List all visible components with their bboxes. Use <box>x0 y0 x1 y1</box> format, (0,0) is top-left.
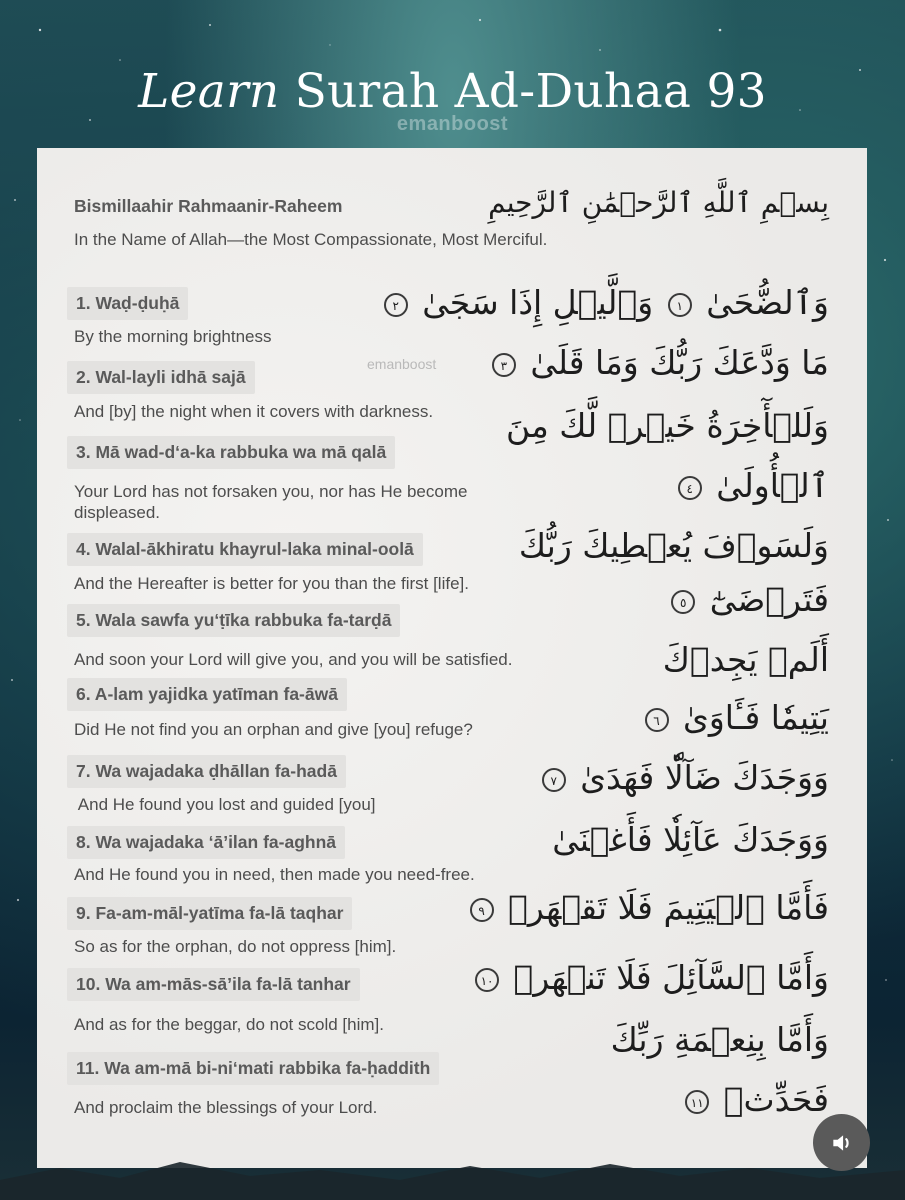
ayah-number-icon: ٤ <box>678 476 702 500</box>
ayah-number-icon: ٩ <box>470 898 494 922</box>
watermark-top: emanboost <box>396 113 509 135</box>
verse-label: 9. Fa-am-māl-yatīma fa-lā taqhar <box>67 897 352 930</box>
arabic-line <box>611 1020 829 1059</box>
ayah-number-icon: ١١ <box>685 1090 709 1114</box>
verse-label: 8. Wa wajadaka ‘ā’ilan fa-aghnā <box>67 826 345 859</box>
ayah-number-icon: ١ <box>668 293 692 317</box>
arabic-text: أَلَمۡ يَجِدۡكَ <box>662 640 829 679</box>
verse-label: 6. A-lam yajidka yatīman fa-āwā <box>67 678 347 711</box>
surah-card <box>37 148 867 1168</box>
verse-translation: So as for the orphan, do not oppress [him]. <box>74 937 397 956</box>
arabic-line <box>552 820 829 859</box>
verse-label: 7. Wa wajadaka ḍhāllan fa-hadā <box>67 755 346 788</box>
verse-label: 5. Wala sawfa yu‘ṭīka rabbuka fa-tarḍā <box>67 604 400 637</box>
arabic-text: مَا وَدَّعَكَ رَبُّكَ وَمَا قَلَىٰ <box>530 343 829 382</box>
verse-translation: Did He not find you an orphan and give [you] refuge? <box>74 720 473 739</box>
verse-translation: And the Hereafter is better for you than the first [life]. <box>74 574 469 593</box>
verse-translation: And He found you lost and guided [you] <box>74 795 376 814</box>
verse-translation: And [by] the night when it covers with darkness. <box>74 402 434 421</box>
arabic-text: وَلَسَوۡفَ يُعۡطِيكَ رَبُّكَ <box>518 526 829 565</box>
verse-label: 1. Waḍ-ḍuḥā <box>67 287 188 320</box>
arabic-line <box>519 526 829 565</box>
ayah-number-icon: ٣ <box>492 353 516 377</box>
mountain-silhouette <box>0 1150 905 1200</box>
arabic-text: وَوَجَدَكَ ضَآلّٗا فَهَدَىٰ <box>580 758 829 797</box>
verse-label: 3. Mā wad-d‘a-ka rabbuka wa mā qalā <box>67 436 395 469</box>
arabic-line <box>466 888 829 927</box>
arabic-line <box>471 958 829 997</box>
bismillah-translation: In the Name of Allah—the Most Compassionate, Most Merciful. <box>74 230 548 249</box>
arabic-text: يَتِيمٗا فَـَٔاوَىٰ <box>683 698 829 737</box>
arabic-text: وَأَمَّا ٱلسَّآئِلَ فَلَا تَنۡهَرۡ <box>513 958 829 997</box>
arabic-text: وَأَمَّا بِنِعۡمَةِ رَبِّكَ <box>610 1020 829 1059</box>
arabic-text: وَٱلضُّحَىٰ <box>706 283 829 322</box>
verse-translation: Your Lord has not forsaken you, nor has He become displeased. <box>74 482 468 522</box>
ayah-number-icon: ٦ <box>645 708 669 732</box>
speaker-icon <box>829 1130 855 1156</box>
verse-translation: And proclaim the blessings of your Lord. <box>74 1098 378 1117</box>
ayah-number-icon: ٢ <box>384 293 408 317</box>
verse-label: 10. Wa am-mās-sā’ila fa-lā tanhar <box>67 968 360 1001</box>
arabic-line <box>667 580 829 619</box>
verse-label: 2. Wal-layli idhā sajā <box>67 361 255 394</box>
arabic-line <box>506 406 829 445</box>
bismillah-arabic: بِسۡمِ ٱللَّهِ ٱلرَّحۡمَٰنِ ٱلرَّحِيمِ <box>488 186 829 219</box>
verse-label: 4. Walal-ākhiratu khayrul-laka minal-oolā <box>67 533 423 566</box>
arabic-line <box>681 1080 829 1119</box>
arabic-line <box>380 283 829 322</box>
arabic-text: ٱلۡأُولَىٰ <box>716 466 829 505</box>
verse-translation: And as for the beggar, do not scold [him]. <box>74 1015 384 1034</box>
page-title <box>0 64 905 119</box>
arabic-text: فَحَدِّثۡ <box>723 1080 829 1119</box>
bismillah-transliteration: Bismillaahir Rahmaanir-Raheem <box>74 196 343 216</box>
arabic-line <box>488 343 829 382</box>
arabic-text: فَتَرۡضَىٰٓ <box>709 580 829 619</box>
ayah-number-icon: ٥ <box>671 590 695 614</box>
arabic-line <box>538 758 829 797</box>
verse-translation: And soon your Lord will give you, and you will be satisfied. <box>74 650 513 669</box>
title-learn: Learn <box>138 64 280 119</box>
title-surah: Surah Ad-Duhaa 93 <box>294 64 767 119</box>
audio-toggle-button[interactable] <box>813 1114 870 1171</box>
verse-translation: And He found you in need, then made you need-free. <box>74 865 475 884</box>
arabic-line <box>674 466 829 505</box>
arabic-text: وَٱلَّيۡلِ إِذَا سَجَىٰ <box>422 283 654 322</box>
arabic-line <box>641 698 830 737</box>
ayah-number-icon: ١٠ <box>475 968 499 992</box>
arabic-text: وَوَجَدَكَ عَآئِلٗا فَأَغۡنَىٰ <box>552 820 829 859</box>
verse-label: 11. Wa am-mā bi-ni‘mati rabbika fa-ḥaddith <box>67 1052 439 1085</box>
watermark-card: emanboost <box>367 356 437 372</box>
arabic-text: وَلَلۡأٓخِرَةُ خَيۡرٞ لَّكَ مِنَ <box>506 406 829 445</box>
verse-translation: By the morning brightness <box>74 327 272 346</box>
ayah-number-icon: ٧ <box>542 768 566 792</box>
arabic-text: فَأَمَّا ٱلۡيَتِيمَ فَلَا تَقۡهَرۡ <box>508 888 829 927</box>
arabic-line <box>663 640 829 679</box>
